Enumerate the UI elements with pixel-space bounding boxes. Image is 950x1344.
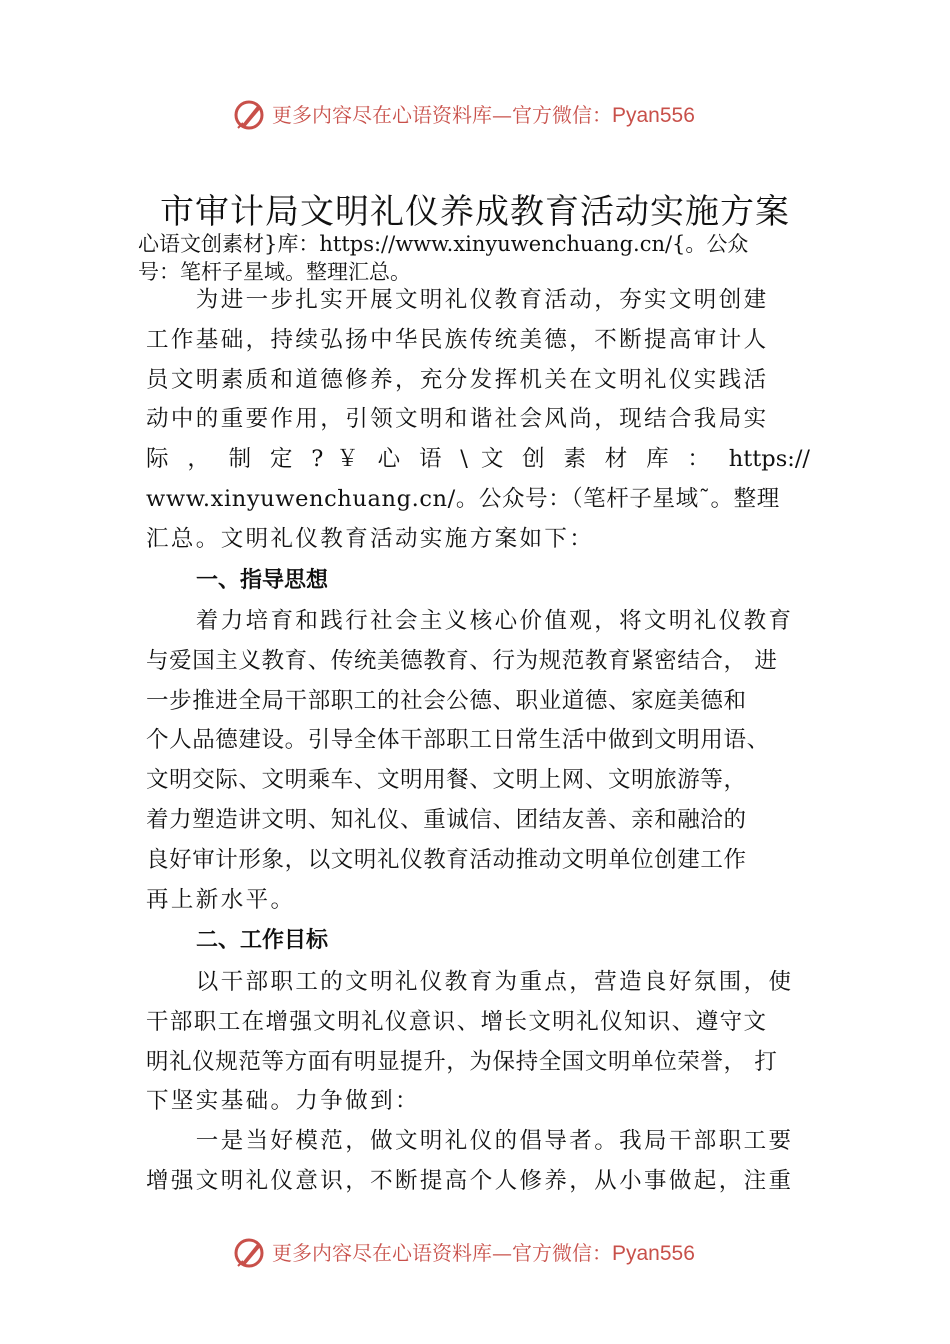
source-line: 心语文创素材}库：https://www.xinyuwenchuang.cn/{。公众 [138,232,749,256]
text-line: 一步推进全局干部职工的社会公德、职业道德、家庭美德和 [146,687,747,714]
text-line: 着力塑造讲文明、知礼仪、重诚信、团结友善、亲和融洽的 [146,806,747,833]
text-line: 良好审计形象，以文明礼仪教育活动推动文明单位创建工作 [146,846,747,873]
banner-text-group [272,1237,695,1266]
text-line: www.xinyuwenchuang.cn/。公众号：（笔杆子星域˜。整理 [146,485,780,512]
header-watermark-banner [0,95,950,135]
banner-text: 更多内容尽在心语资料库—官方微信： [272,103,612,127]
text-line: 动中的重要作用，引领文明和谐社会风尚，现结合我局实 [146,406,769,433]
text-line: 汇总。文明礼仪教育活动实施方案如下： [146,525,595,552]
text-line: 际 ， 制 定 ? ￥ 心 语 \ 文 创 素 材 库 ： https:// [146,446,810,473]
text-line: 干部职工在增强文明礼仪意识、增长文明礼仪知识、遵守文 [146,1008,768,1035]
text-line: 下坚实基础。力争做到： [146,1088,420,1115]
banner-text-group [272,99,695,128]
section2-paragraph [146,963,810,1202]
text-line: 增强文明礼仪意识，不断提高个人修养，从小事做起，注重 [146,1167,794,1194]
quill-pen-logo-icon [232,97,268,138]
text-line: 为进一步扎实开展文明礼仪教育活动，夯实文明创建 [146,287,769,313]
text-line: 着力培育和践行社会主义核心价值观，将文明礼仪教育 [146,608,794,634]
footer-watermark-banner [0,1233,950,1273]
text-line: 一是当好模范，做文明礼仪的倡导者。我局干部职工要 [146,1128,794,1155]
text-line: 明礼仪规范等方面有明显提升，为保持全国文明单位荣誉， 打 [146,1048,778,1075]
source-note [138,230,828,286]
text-line: 以干部职工的文明礼仪教育为重点，营造良好氛围，使 [146,969,794,995]
document-title: 市审计局文明礼仪养成教育活动实施方案 [160,192,790,232]
banner-wechat-id: Pyan556 [612,1242,695,1265]
section-heading-guiding-ideology: 一、指导思想 [196,568,329,593]
text-line: 再上新水平。 [146,886,296,913]
text-line: 与爱国主义教育、传统美德教育、行为规范教育紧密结合， 进 [146,647,778,674]
text-line: 文明交际、文明乘车、文明用餐、文明上网、文明旅游等， [146,767,747,794]
banner-wechat-id: Pyan556 [612,104,695,127]
banner-text: 更多内容尽在心语资料库—官方微信： [272,1241,612,1265]
text-line: 员文明素质和道德修养，充分发挥机关在文明礼仪实践活 [146,366,769,393]
section1-paragraph [146,602,810,920]
quill-pen-logo-icon [232,1235,268,1276]
text-line: 工作基础，持续弘扬中华民族传统美德，不断提高审计人 [146,326,769,353]
text-line: 个人品德建设。引导全体干部职工日常生活中做到文明用语、 [146,727,770,754]
section-heading-work-goals: 二、工作目标 [196,928,329,953]
source-line: 号：笔杆子星域。整理汇总。 [138,260,411,284]
intro-paragraph [146,281,810,560]
